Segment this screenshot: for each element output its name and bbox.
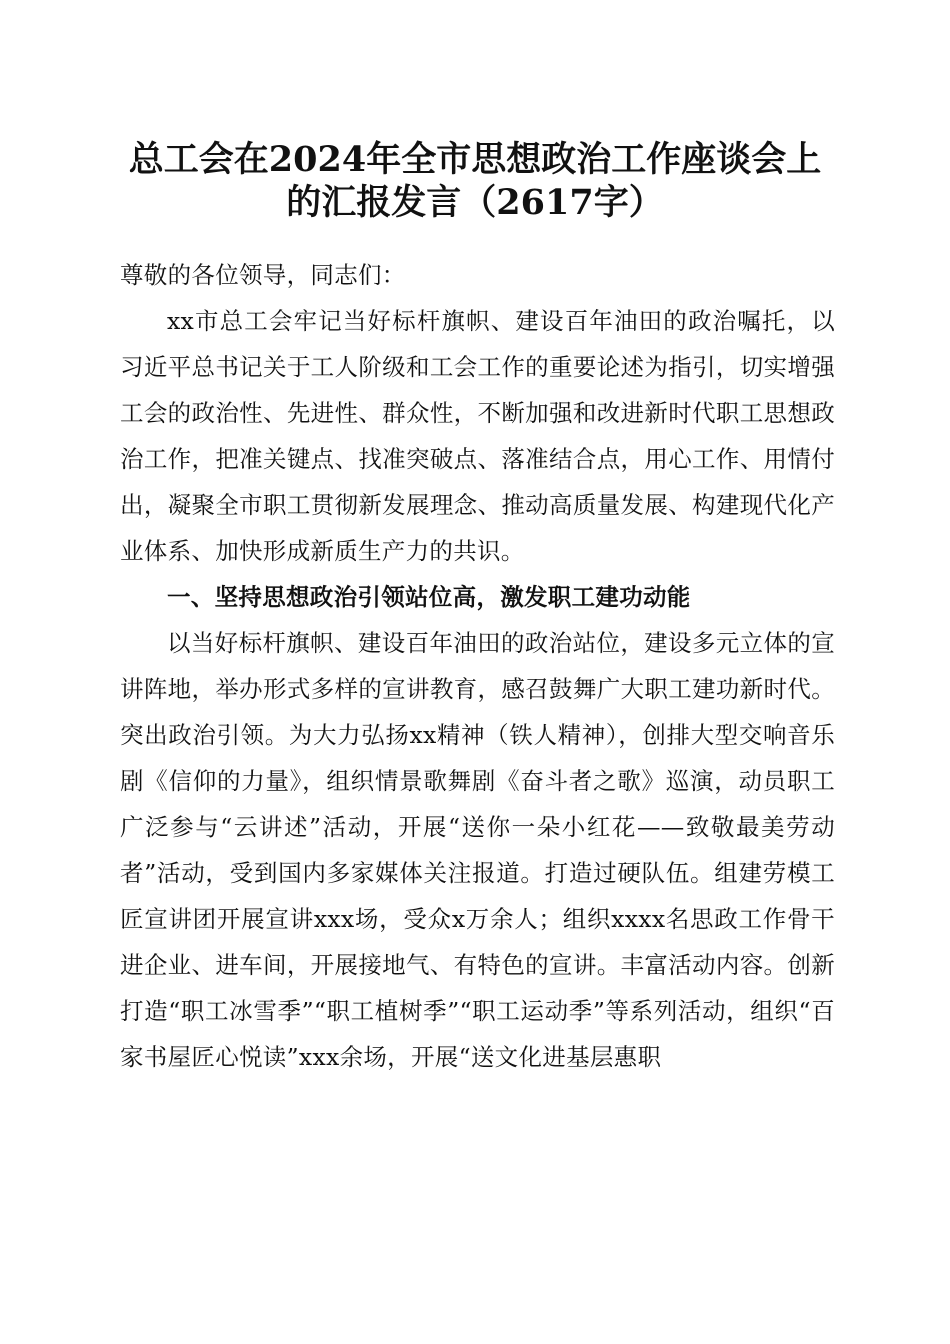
salutation: 尊敬的各位领导，同志们：: [120, 261, 406, 289]
document-body: [120, 252, 835, 1080]
section-paragraph-1: 以当好标杆旗帜、建设百年油田的政治站位，建设多元立体的宣讲阵地，举办形式多样的宣讲教育，感召鼓舞广大职工建功新时代。突出政治引领。为大力弘扬xx精神（铁人精神），创排大型交响音乐剧《信仰的力量》，组织情景歌舞剧《奋斗者之歌》巡演，动员职工广泛参与“云讲述”活动，开展“送你一朵小红花——致敬最美劳动者”活动，受到国内多家媒体关注报道。打造过硬队伍。组建劳模工匠宣讲团开展宣讲xxx场，受众x万余人；组织xxxx名思政工作骨干进企业、进车间，开展接地气、有特色的宣讲。丰富活动内容。创新打造“职工冰雪季”“职工植树季”“职工运动季”等系列活动，组织“百家书屋匠心悦读”xxx余场，开展“送文化进基层惠职: [120, 629, 835, 1071]
intro-paragraph: xx市总工会牢记当好标杆旗帜、建设百年油田的政治嘱托，以习近平总书记关于工人阶级和工会工作的重要论述为指引，切实增强工会的政治性、先进性、群众性，不断加强和改进新时代职工思想政治工作，把准关键点、找准突破点、落准结合点，用心工作、用情付出，凝聚全市职工贯彻新发展理念、推动高质量发展、构建现代化产业体系、加快形成新质生产力的共识。: [120, 307, 835, 565]
document-title-line-2: 的汇报发言（2617字）: [286, 182, 664, 223]
document-title-line-1: 总工会在2024年全市思想政治工作座谈会上: [128, 139, 822, 180]
section-heading-1: 一、坚持思想政治引领站位高，激发职工建功动能: [167, 583, 691, 611]
